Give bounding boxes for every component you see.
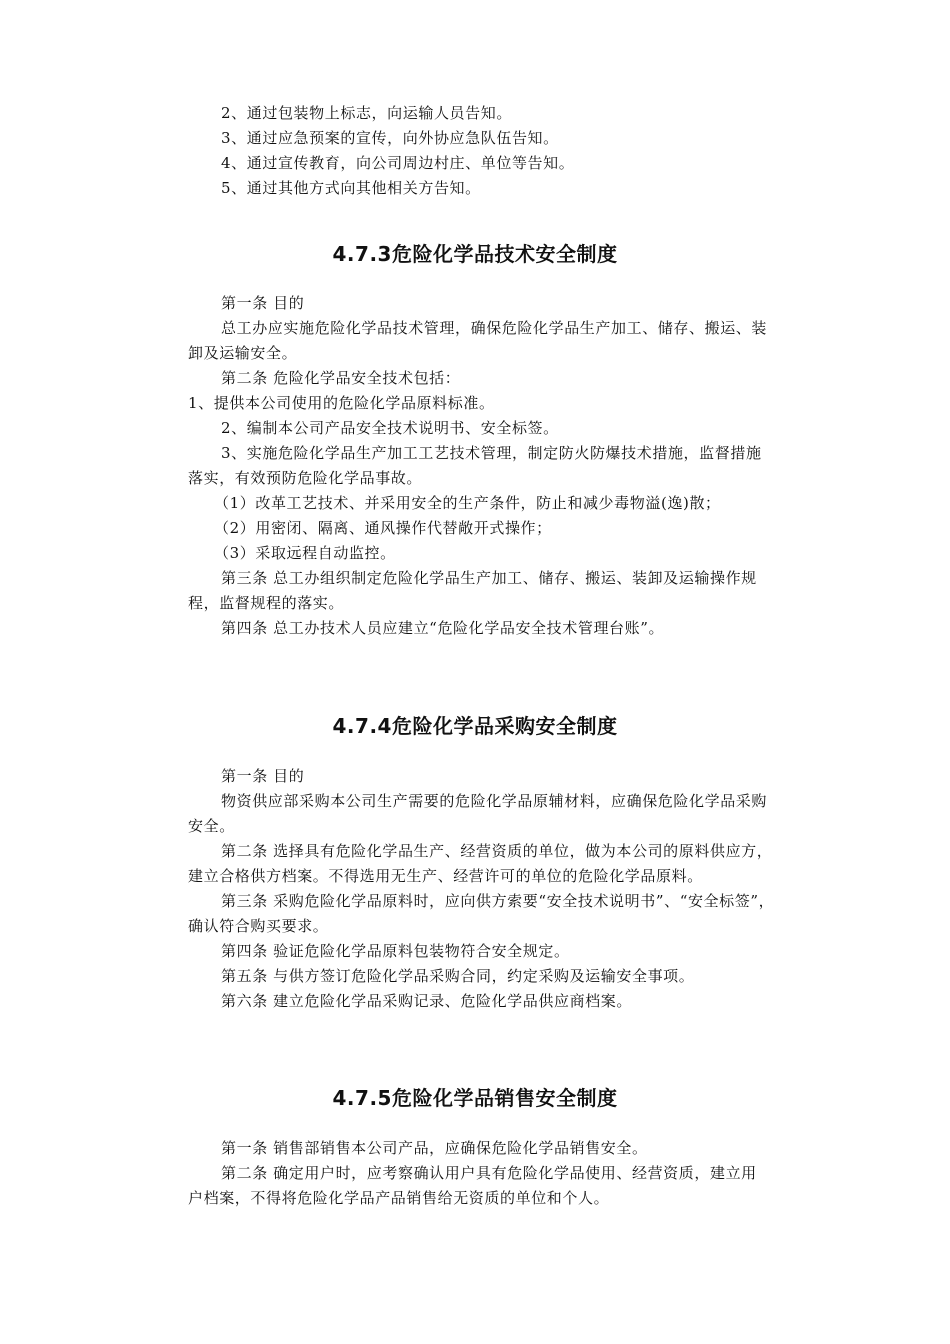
article-line: 第五条 与供方签订危险化学品采购合同，约定采购及运输安全事项。 xyxy=(221,967,695,985)
article-line: 第一条 销售部销售本公司产品，应确保危险化学品销售安全。 xyxy=(221,1139,648,1157)
article-line: 第二条 选择具有危险化学品生产、经营资质的单位，做为本公司的原料供应方， xyxy=(221,842,773,860)
paragraph-line: 物资供应部采购本公司生产需要的危险化学品原辅材料，应确保危险化学品采购 xyxy=(221,792,768,810)
intro-item: 3、通过应急预案的宣传，向外协应急队伍告知。 xyxy=(221,129,559,147)
paragraph-line: 总工办应实施危险化学品技术管理，确保危险化学品生产加工、储存、搬运、装 xyxy=(221,319,768,337)
section-heading-473: 4.7.3危险化学品技术安全制度 xyxy=(332,242,618,266)
intro-item: 2、通过包装物上标志，向运输人员告知。 xyxy=(221,104,512,122)
sub-item: （1）改革工艺技术、并采用安全的生产条件，防止和减少毒物溢(逸)散； xyxy=(214,494,721,512)
section-heading-474: 4.7.4危险化学品采购安全制度 xyxy=(332,714,618,738)
paragraph-line: 卸及运输安全。 xyxy=(188,344,298,362)
article-line: 第二条 确定用户时，应考察确认用户具有危险化学品使用、经营资质，建立用 xyxy=(221,1164,757,1182)
article-line: 第二条 危险化学品安全技术包括： xyxy=(221,369,461,387)
list-item: 3、实施危险化学品生产加工工艺技术管理，制定防火防爆技术措施，监督措施 xyxy=(221,444,762,462)
intro-item: 5、通过其他方式向其他相关方告知。 xyxy=(221,179,481,197)
list-item: 落实，有效预防危险化学品事故。 xyxy=(188,469,423,487)
article-line: 第三条 总工办组织制定危险化学品生产加工、储存、搬运、装卸及运输操作规 xyxy=(221,569,757,587)
article-line: 第一条 目的 xyxy=(221,294,305,312)
sub-item: （2）用密闭、隔离、通风操作代替敞开式操作； xyxy=(214,519,552,537)
paragraph-line: 安全。 xyxy=(188,817,235,835)
paragraph-line: 户档案，不得将危险化学品产品销售给无资质的单位和个人。 xyxy=(188,1189,610,1207)
article-line: 第一条 目的 xyxy=(221,767,305,785)
list-item: 1、提供本公司使用的危险化学品原料标准。 xyxy=(188,394,495,412)
paragraph-line: 建立合格供方档案。不得选用无生产、经营许可的单位的危险化学品原料。 xyxy=(188,867,703,885)
intro-item: 4、通过宣传教育，向公司周边村庄、单位等告知。 xyxy=(221,154,575,172)
article-line: 第六条 建立危险化学品采购记录、危险化学品供应商档案。 xyxy=(221,992,632,1010)
article-line: 第三条 采购危险化学品原料时，应向供方索要“安全技术说明书”、“安全标签”， xyxy=(221,892,775,910)
list-item: 2、编制本公司产品安全技术说明书、安全标签。 xyxy=(221,419,559,437)
sub-item: （3）采取远程自动监控。 xyxy=(214,544,396,562)
paragraph-line: 确认符合购买要求。 xyxy=(188,917,329,935)
article-line: 第四条 总工办技术人员应建立“危险化学品安全技术管理台账”。 xyxy=(221,619,665,637)
paragraph-line: 程，监督规程的落实。 xyxy=(188,594,345,612)
article-line: 第四条 验证危险化学品原料包装物符合安全规定。 xyxy=(221,942,570,960)
section-heading-475: 4.7.5危险化学品销售安全制度 xyxy=(332,1086,618,1110)
